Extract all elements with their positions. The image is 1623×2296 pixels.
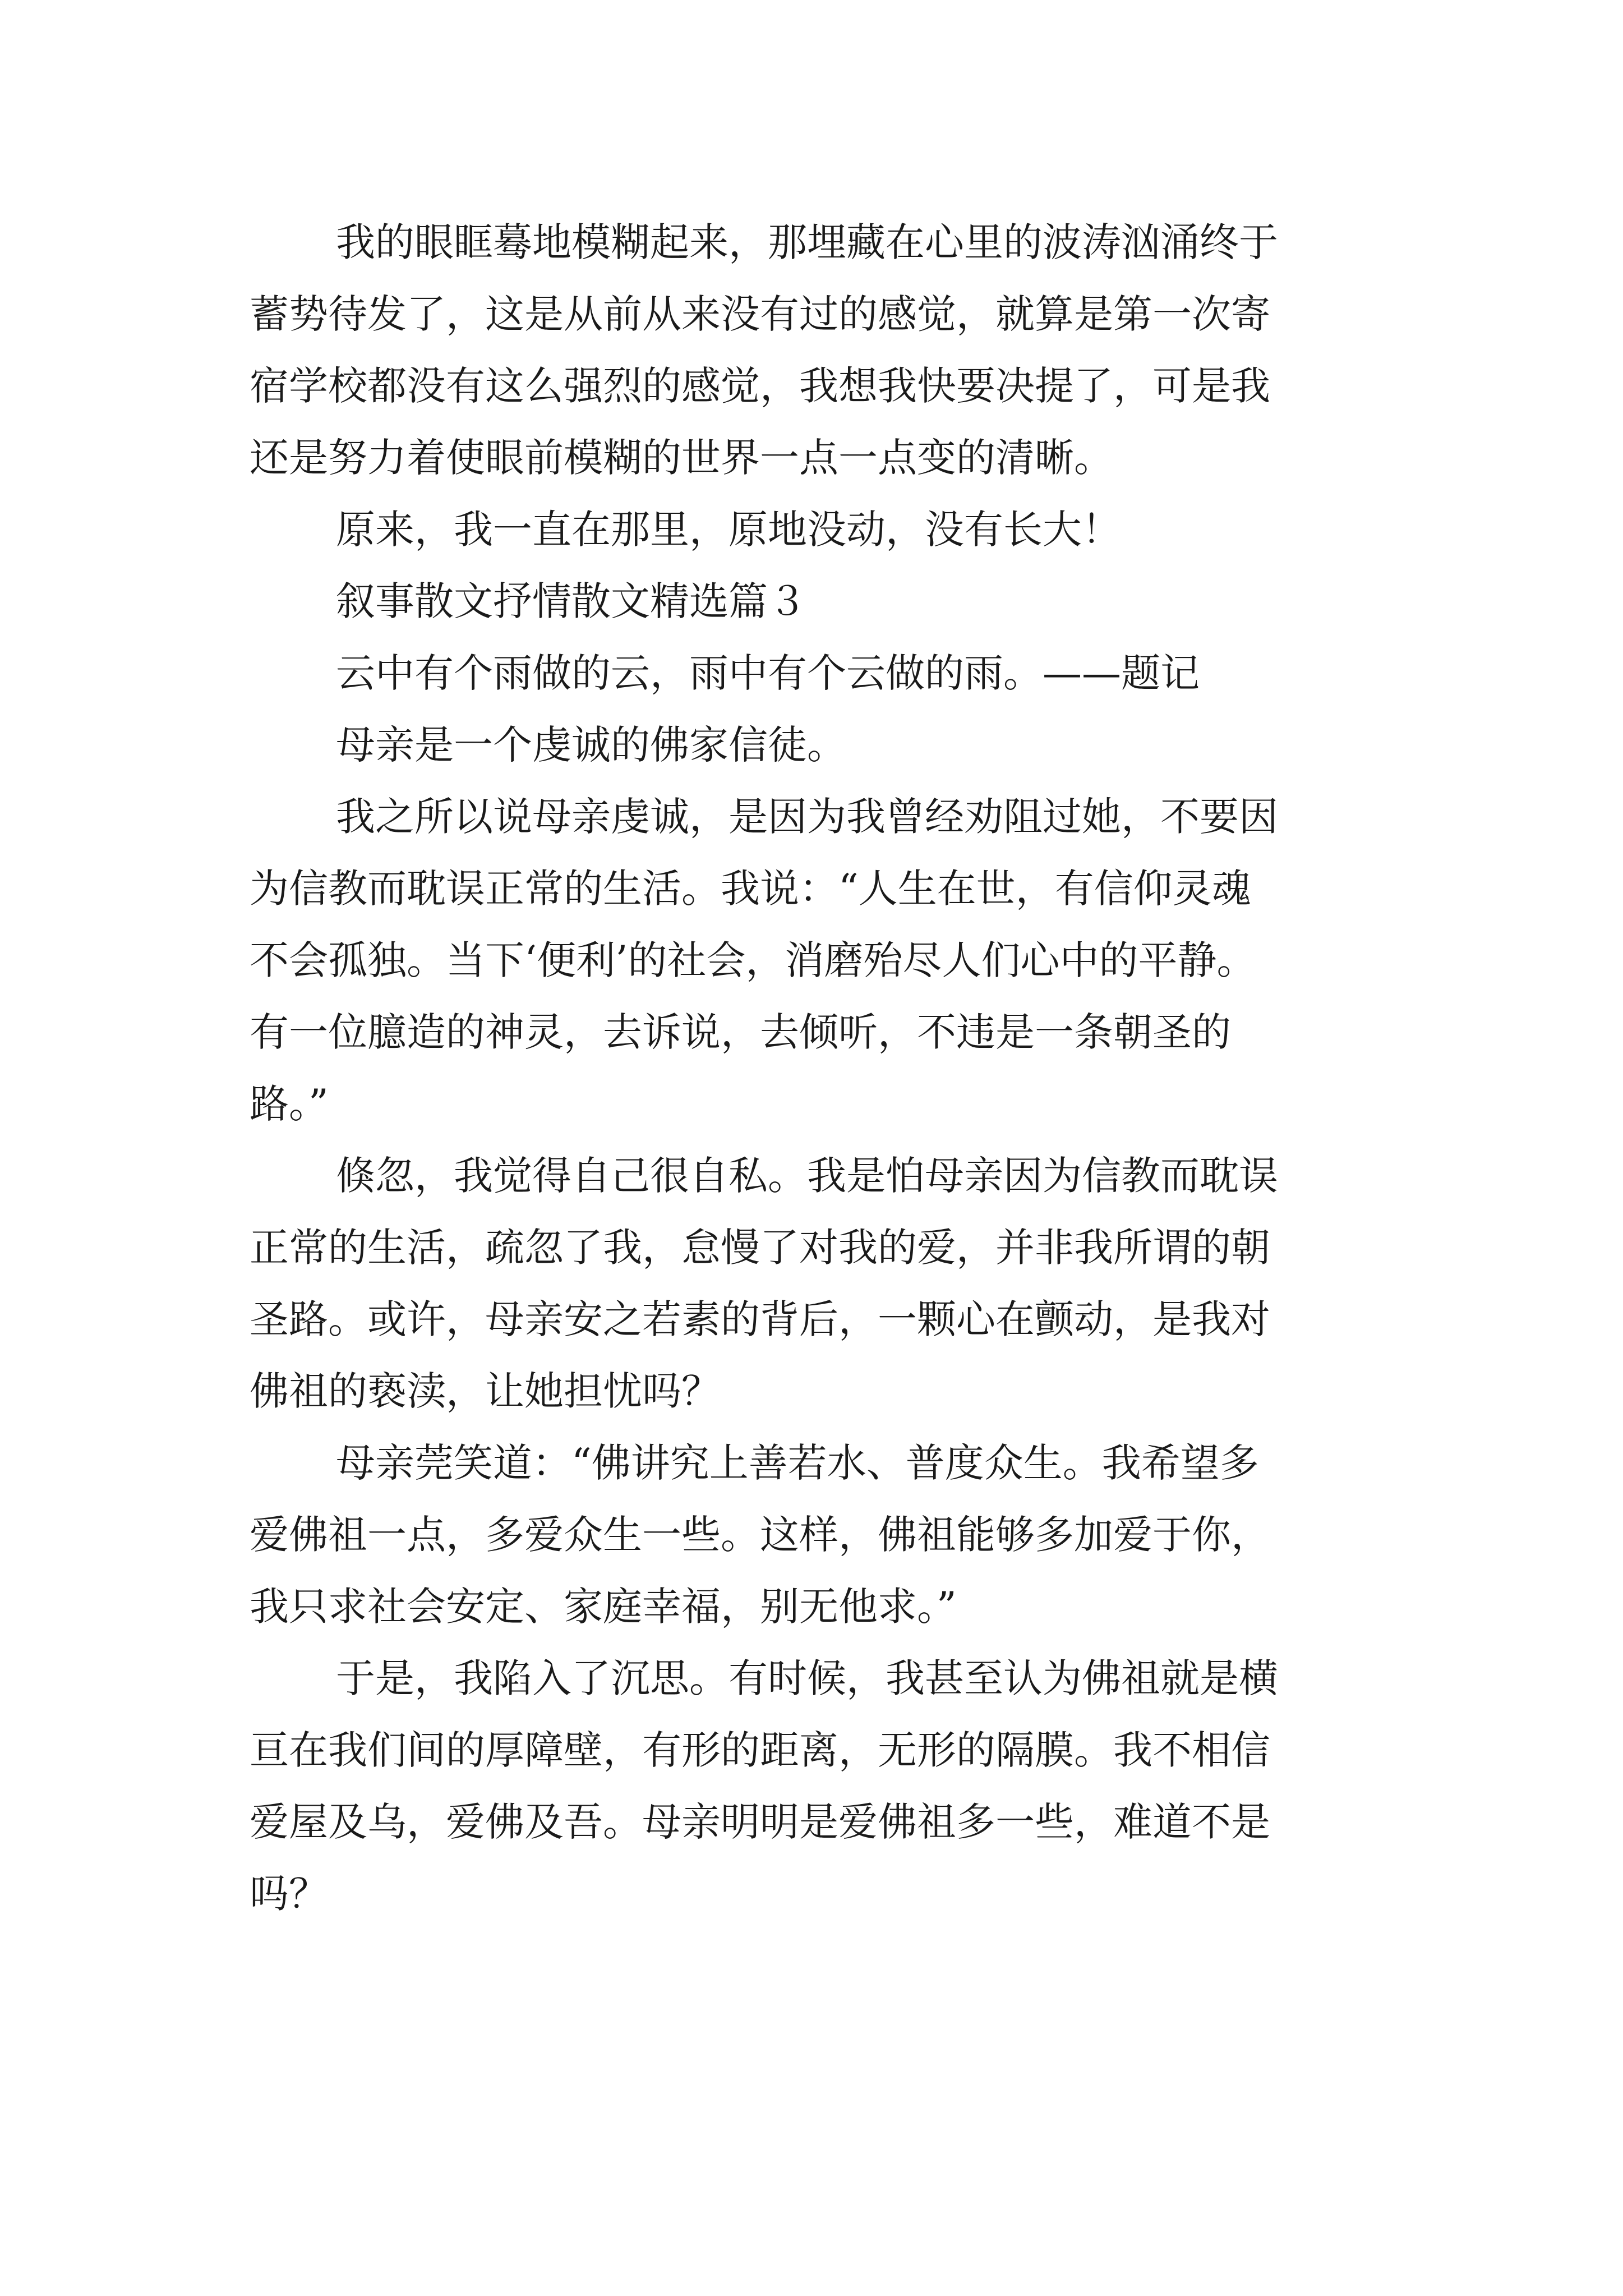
paragraph-4-line-3: 不会孤独。当下‘便利’的社会，消磨殆尽人们心中的平静。 [250,937,1256,983]
paragraph-6-line-1: 母亲莞笑道：“佛讲究上善若水、普度众生。我希望多 [336,1440,1259,1486]
paragraph-6-line-2: 爱佛祖一点，多爱众生一些。这样，佛祖能够多加爱于你， [250,1512,1270,1558]
paragraph-4-line-5: 路。” [250,1081,329,1127]
paragraph-7-line-1: 于是，我陷入了沉思。有时候，我甚至认为佛祖就是横 [336,1655,1278,1701]
paragraph-4-line-4: 有一位臆造的神灵，去诉说，去倾听，不违是一条朝圣的 [250,1009,1231,1055]
paragraph-1-line-3: 宿学校都没有这么强烈的感觉，我想我快要决提了，可是我 [250,363,1270,409]
paragraph-5-line-2: 正常的生活，疏忽了我，怠慢了对我的爱，并非我所谓的朝 [250,1225,1270,1271]
section-heading: 叙事散文抒情散文精选篇３ [336,578,807,624]
paragraph-6-line-3: 我只求社会安定、家庭幸福，别无他求。” [250,1584,957,1630]
paragraph-7-line-4: 吗？ [250,1871,328,1917]
paragraph-1-line-4: 还是努力着使眼前模糊的世界一点一点变的清晰。 [250,435,1113,481]
epigraph: 云中有个雨做的云，雨中有个云做的雨。——题记 [336,650,1200,696]
paragraph-7-line-2: 亘在我们间的厚障壁，有形的距离，无形的隔膜。我不相信 [250,1727,1270,1773]
paragraph-2-line-1: 原来，我一直在那里，原地没动，没有长大！ [336,507,1121,553]
paragraph-5-line-3: 圣路。或许，母亲安之若素的背后，一颗心在颤动，是我对 [250,1296,1270,1342]
paragraph-5-line-1: 倏忽，我觉得自己很自私。我是怕母亲因为信教而耽误 [336,1153,1278,1199]
paragraph-1-line-1: 我的眼眶蓦地模糊起来，那埋藏在心里的波涛汹涌终于 [336,219,1278,265]
paragraph-3-line-1: 母亲是一个虔诚的佛家信徒。 [336,722,846,768]
paragraph-7-line-3: 爱屋及乌，爱佛及吾。母亲明明是爱佛祖多一些，难道不是 [250,1799,1270,1845]
paragraph-4-line-2: 为信教而耽误正常的生活。我说：“人生在世，有信仰灵魂 [250,866,1251,912]
paragraph-5-line-4: 佛祖的亵渎，让她担忧吗？ [250,1368,721,1414]
paragraph-4-line-1: 我之所以说母亲虔诚，是因为我曾经劝阻过她，不要因 [336,794,1278,840]
paragraph-1-line-2: 蓄势待发了，这是从前从来没有过的感觉，就算是第一次寄 [250,291,1270,337]
